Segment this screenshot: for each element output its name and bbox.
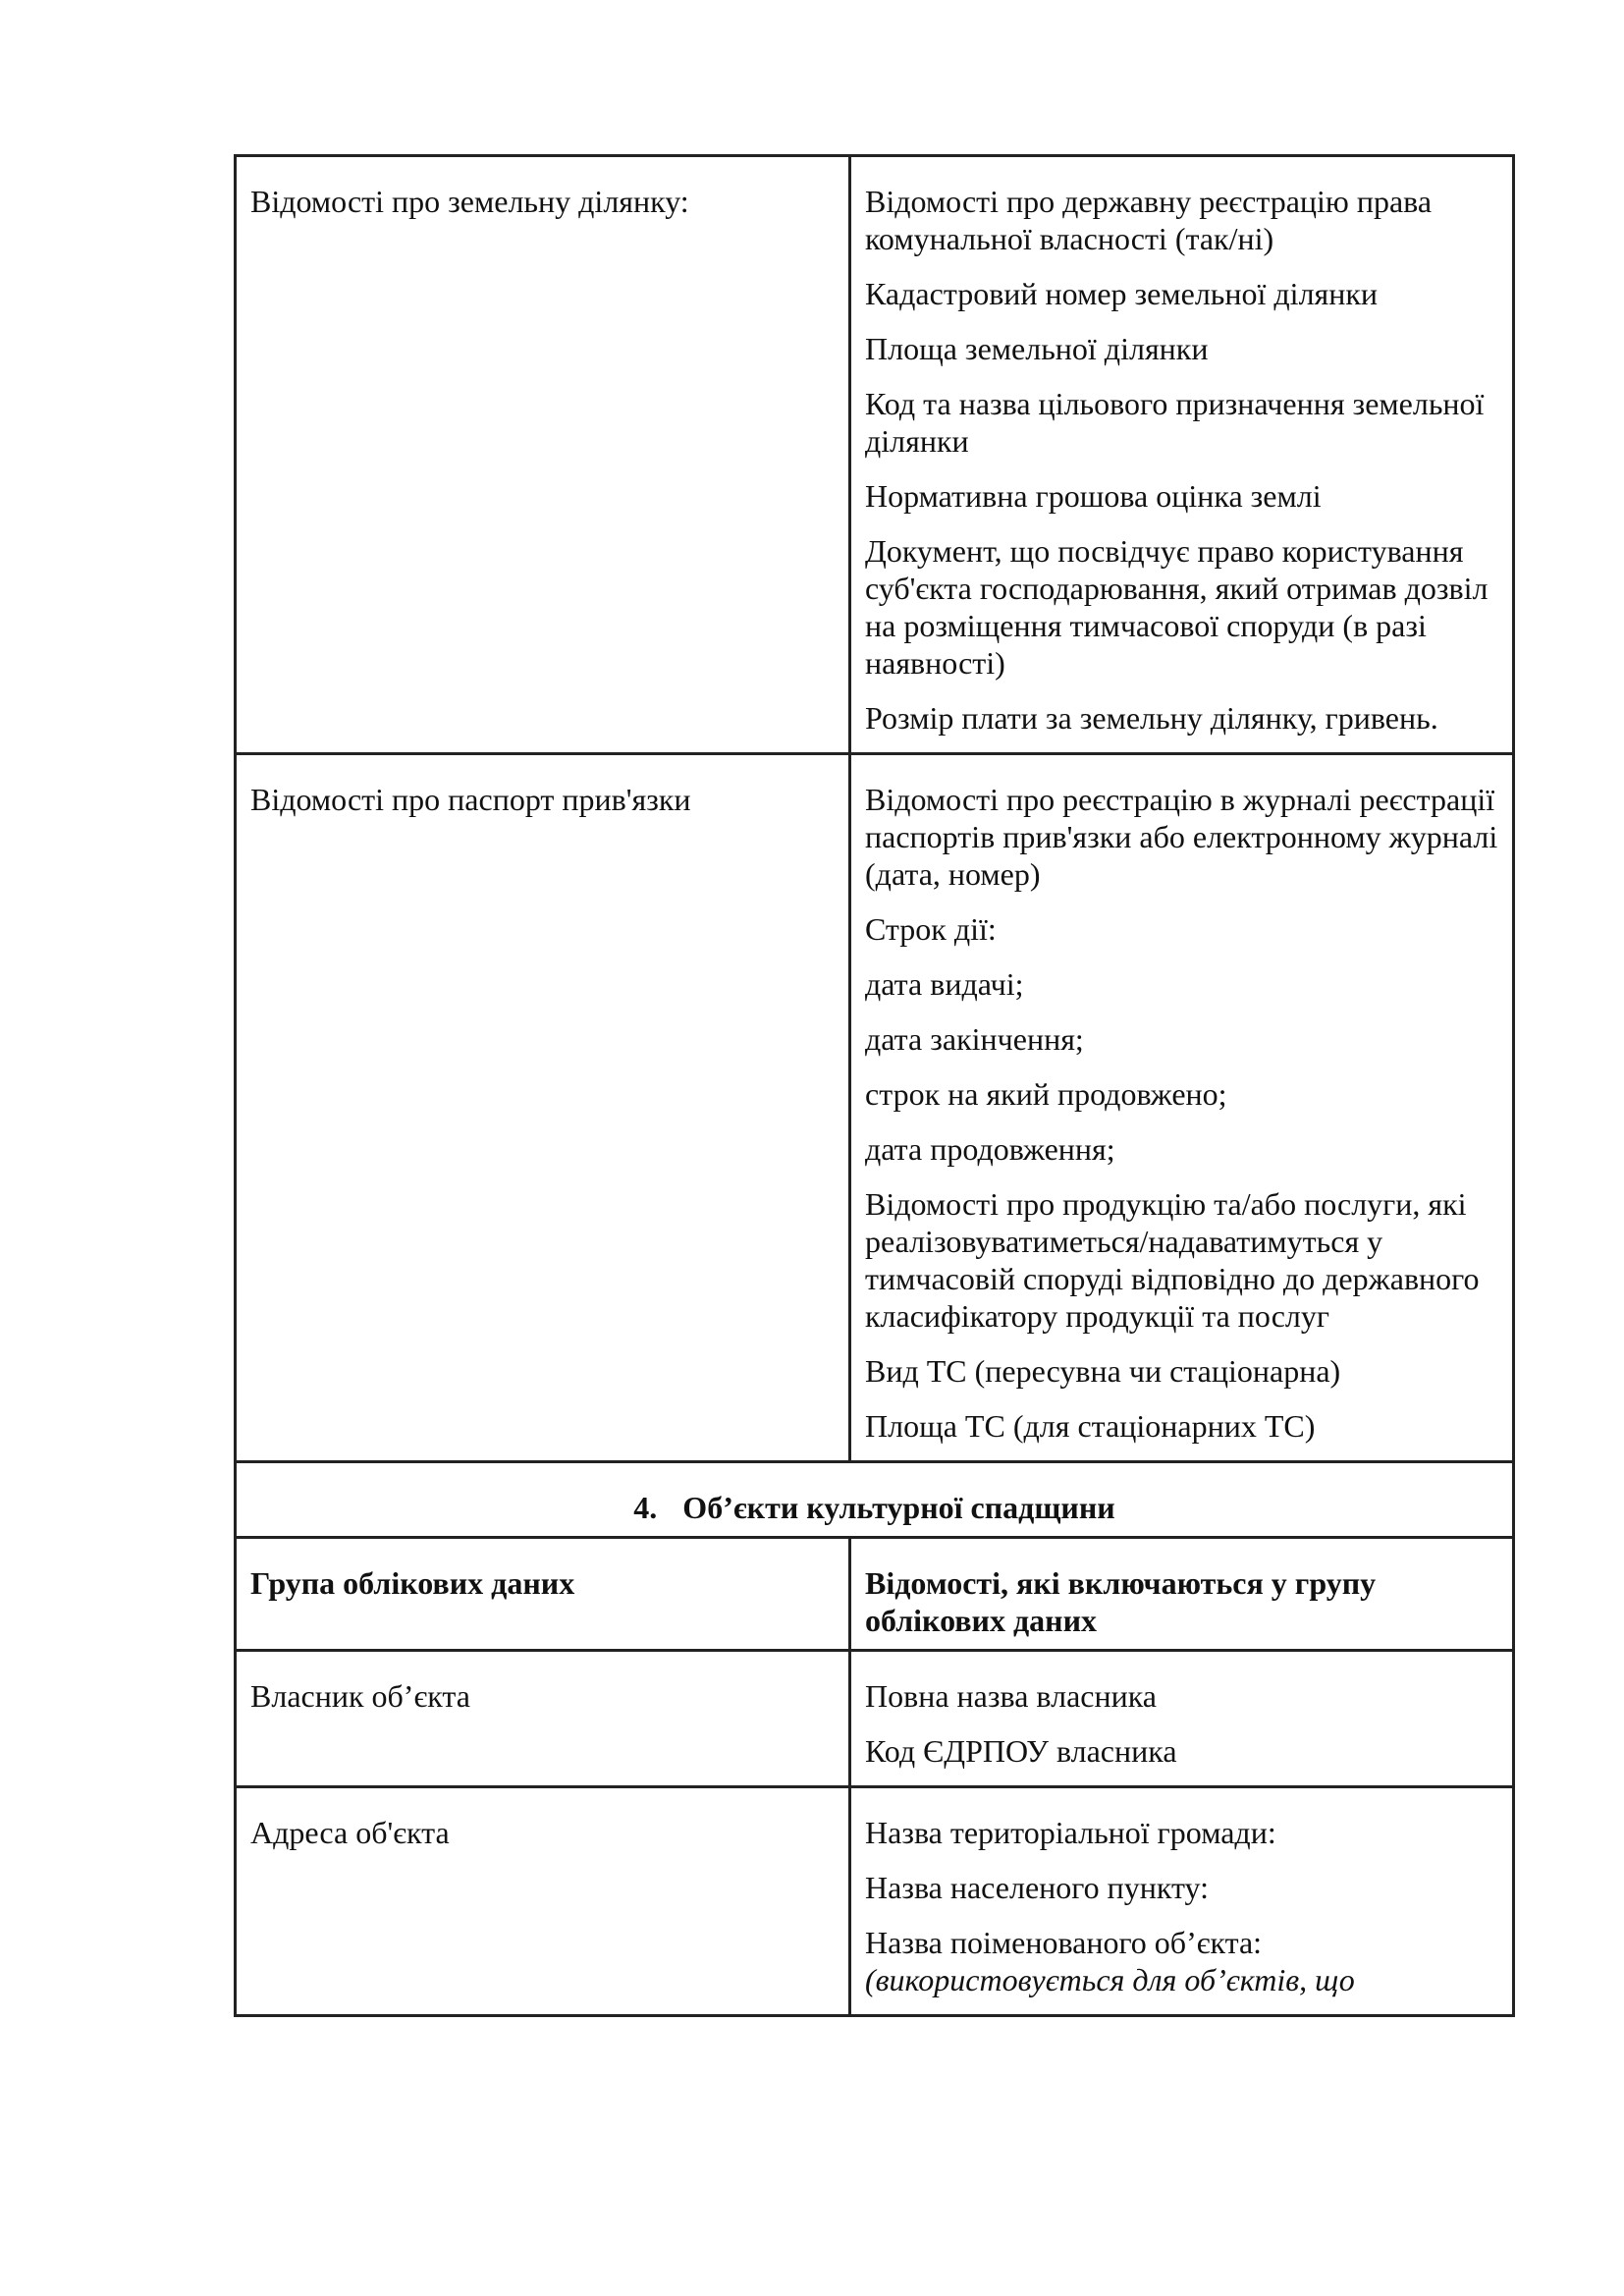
data-table	[234, 154, 1515, 2017]
detail-item: Код та назва цільового призначення земельної ділянки	[865, 386, 1485, 459]
details-cell	[850, 1787, 1514, 2016]
detail-item: Повна назва власника	[865, 1678, 1157, 1714]
detail-item: дата продовження;	[865, 1131, 1115, 1167]
detail-item: дата видачі;	[865, 966, 1024, 1002]
group-cell	[236, 156, 850, 754]
details-cell	[850, 156, 1514, 754]
detail-item: Код ЄДРПОУ власника	[865, 1733, 1177, 1769]
group-cell	[236, 1787, 850, 2016]
detail-item: Назва територіальної громади:	[865, 1815, 1276, 1850]
detail-item-text: Назва поіменованого об’єкта:	[865, 1925, 1263, 1960]
detail-item: Площа земельної ділянки	[865, 331, 1209, 366]
detail-item: дата закінчення;	[865, 1021, 1084, 1057]
header-cell-group	[236, 1538, 850, 1651]
detail-item: Відомості про державну реєстрацію права комунальної власності (так/ні)	[865, 184, 1433, 256]
detail-item: Площа ТС (для стаціонарних ТС)	[865, 1408, 1316, 1444]
group-cell	[236, 754, 850, 1462]
group-label: Власник об’єкта	[250, 1678, 470, 1714]
table-row-land-plot	[236, 156, 1514, 754]
section-number: 4.	[633, 1490, 658, 1525]
detail-item: Кадастровий номер земельної ділянки	[865, 276, 1379, 311]
details-cell	[850, 754, 1514, 1462]
detail-item: Документ, що посвідчує право користування суб'єкта господарювання, який отримав дозвіл на розміщення тимчасової споруди (в разі наявності)	[865, 533, 1489, 681]
details-cell	[850, 1651, 1514, 1787]
group-label: Відомості про земельну ділянку:	[250, 184, 689, 219]
detail-item: Відомості про реєстрацію в журналі реєстрації паспортів прив'язки або електронному журналі (дата, номер)	[865, 782, 1498, 892]
header-label: Відомості, які включаються у групу облікових даних	[865, 1565, 1377, 1638]
detail-item: Строк дії:	[865, 911, 997, 947]
detail-item: строк на який продовжено;	[865, 1076, 1227, 1112]
detail-item-note: (використовується для об’єктів, що	[865, 1962, 1355, 1997]
section-heading-row	[236, 1462, 1514, 1538]
detail-item: Відомості про продукцію та/або послуги, які реалізовуватиметься/надаватимуться у тимчасовій споруді відповідно до державного класифікатору продукції та послуг	[865, 1186, 1480, 1334]
table-row-owner	[236, 1651, 1514, 1787]
group-cell	[236, 1651, 850, 1787]
section-title: Об’єкти культурної спадщини	[682, 1490, 1115, 1525]
table-row-address	[236, 1787, 1514, 2016]
detail-item	[865, 1924, 1498, 1998]
detail-item: Розмір плати за земельну ділянку, гривень.	[865, 700, 1438, 736]
header-label: Група облікових даних	[250, 1565, 575, 1601]
detail-item: Нормативна грошова оцінка землі	[865, 478, 1322, 514]
detail-item: Назва населеного пункту:	[865, 1870, 1209, 1905]
header-cell-details	[850, 1538, 1514, 1651]
group-label: Відомості про паспорт прив'язки	[250, 782, 691, 817]
group-label: Адреса об'єкта	[250, 1815, 450, 1850]
table-row-binding-passport	[236, 754, 1514, 1462]
section-heading	[236, 1462, 1514, 1538]
detail-item: Вид ТС (пересувна чи стаціонарна)	[865, 1353, 1341, 1389]
table-header-row	[236, 1538, 1514, 1651]
